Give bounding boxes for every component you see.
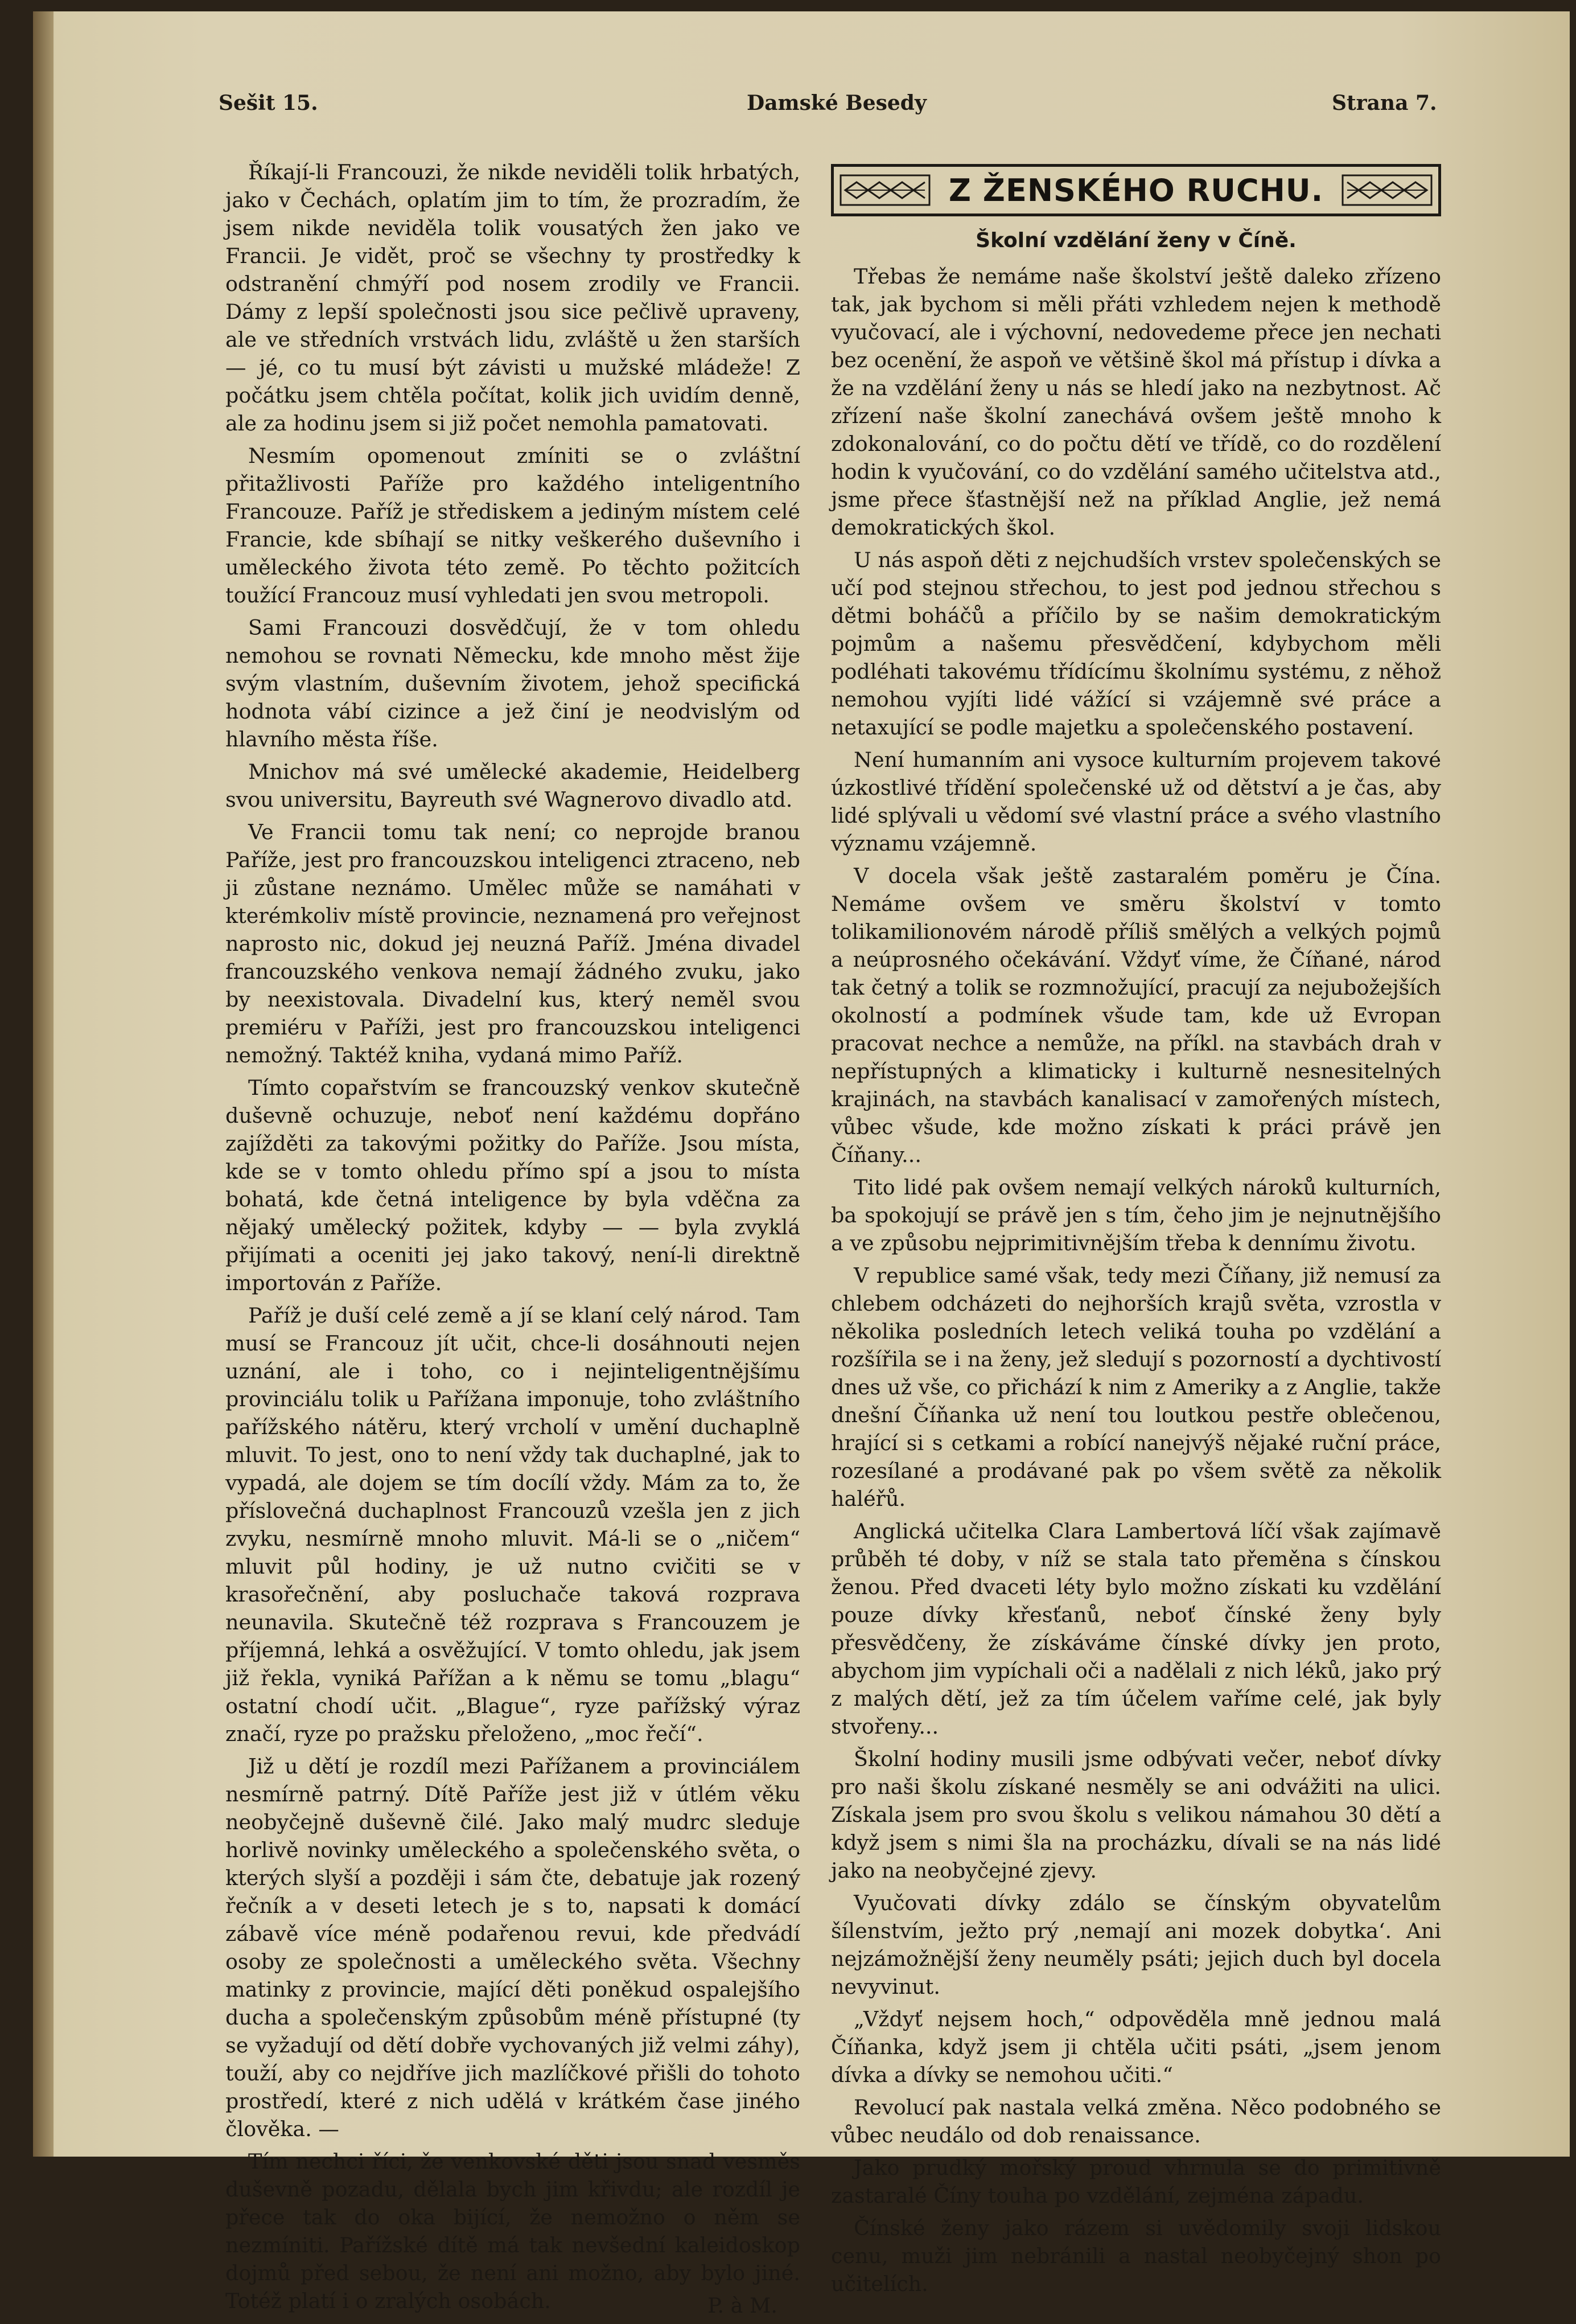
paragraph: Sami Francouzi dosvědčují, že v tom ohledu nemohou se rovnati Německu, kde mnoho měst žije svým vlastním, duševním životem, jehož specifická hodnota vábí cizince a jež činí je neodvislým od hlavního města říše. bbox=[225, 615, 800, 752]
paragraph: Třebas že nemáme naše školství ještě daleko zřízeno tak, jak bychom si měli přáti vzhledem nejen k methodě vyučovací, ale i výchovní, nedovedeme přece jen nechati bez ocenění, že aspoň ve většině škol má přístup i dívka a že na vzdělání ženy u nás se hledí jako na nezbytnost. Ač zřízení naše školní zanechává ovšem ještě mnoho k zdokonalování, co do počtu dětí ve třídě, co do rozdělení hodin k vyučování, co do vzdělání samého učitelstva atd., jsme přece šťastnější než na příklad Anglie, jež nemá demokratických škol. bbox=[831, 264, 1441, 540]
article-title: Školní vzdělání ženy v Číně. bbox=[976, 229, 1297, 252]
paragraph: Školní hodiny musili jsme odbývati večer, neboť dívky pro naši školu získané nesměly se ani odvážiti na ulici. Získala jsem pro svou školu s velikou námahou 30 dětí a když jsem s nimi šla na procházku, dívali se na nás lidé jako na neobyčejné zjevy. bbox=[831, 1747, 1441, 1883]
issue-number: Sešit 15. bbox=[219, 91, 318, 115]
paragraph: V republice samé však, tedy mezi Číňany, již nemusí za chlebem odcházeti do nejhorších krajů světa, vzrostla v několika posledních letech veliká touha po vzdělání a rozšířila se i na ženy, jež sledují s pozorností a dychtivostí dnes už vše, co přichází k nim z Ameriky a z Anglie, takže dnešní Číňanka už není tou loutkou pestře oblečenou, hrající si s cetkami a robící nanejvýš nějaké ruční práce, rozesílané a prodávané pak po všem světě za několik haléřů. bbox=[831, 1263, 1441, 1511]
page-number: Strana 7. bbox=[1332, 91, 1437, 115]
paragraph: Čínské ženy jako rázem si uvědomily svoji lidskou cenu, muži jim nebránili a nastal neobyčejný shon po učitelích. bbox=[831, 2216, 1441, 2296]
paragraph: Říkají-li Francouzi, že nikde neviděli tolik hrbatých, jako v Čechách, oplatím jim to tím, že prozradím, že jsem nikde neviděla tolik vousatých žen jako ve Francii. Je vidět, proč se všechny ty prostředky k odstranění chmýří pod nosem zrodily ve Francii. Dámy z lepší společnosti jsou sice pečlivě upraveny, ale ve středních vrstvách lidu, zvláště u žen starších — jé, co tu musí být závisti u mužské mládeže! Z počátku jsem chtěla počítat, kolik jich uvidím denně, ale za hodinu jsem si již počet nemohla pamatovati. bbox=[225, 160, 800, 436]
paragraph: Revolucí pak nastala velká změna. Něco podobného se vůbec neudálo od dob renaissance. bbox=[831, 2095, 1441, 2148]
paragraph: V docela však ještě zastaralém poměru je Čína. Nemáme ovšem ve směru školství v tomto tolikamilionovém národě příliš smělých a velkých pojmů a neúprosného očekávání. Vždyť víme, že Číňané, národ tak četný a tolik se rozmnožující, pracují za nejubožejších okolností a podmínek všude tam, kde už Evropan pracovat nechce a nemůže, na příkl. na stavbách drah v nepřístupných a klimaticky i kulturně nesnesitelných krajinách, na stavbách kanalisací v zamořených místech, vůbec všude, kde možno získati k práci právě jen Číňany... bbox=[831, 864, 1441, 1167]
paragraph: Anglická učitelka Clara Lambertová líčí však zajímavě průběh té doby, v níž se stala tato přeměna s čínskou ženou. Před dvaceti léty bylo možno získati ku vzdělání pouze dívky křesťanů, neboť čínské ženy byly přesvědčeny, že získáváme čínské dívky jen proto, abychom jim vypíchali oči a nadělali z nich léků, jako prý z malých dětí, jež za tím účelem vaříme celé, jak byly stvořeny... bbox=[831, 1519, 1441, 1739]
paragraph: Paříž je duší celé země a jí se klaní celý národ. Tam musí se Francouz jít učit, chce-li dosáhnouti nejen uznání, ale i toho, co i nejinteligentnějšímu provinciálu tolik u Pařížana imponuje, toho zvláštního pařížského nátěru, který vrcholí v umění duchaplně mluvit. To jest, ono to není vždy tak duchaplné, jak to vypadá, ale dojem se tím docílí vždy. Mám za to, že příslovečná duchaplnost Francouzů vzešla jen z jich zvyku, nesmírně mnoho mluvit. Má-li se o „ničem“ mluvit půl hodiny, je už nutno cvičiti se v krasořečnění, aby posluchače taková rozprava neunavila. Skutečně též rozprava s Francouzem je příjemná, lehká a osvěžující. V tomto ohledu, jak jsem již řekla, vyniká Pařížan a k němu se tomu „blagu“ ostatní chodí učit. „Blague“, ryze pařížský výraz značí, ryze po pražsku přeloženo, „moc řečí“. bbox=[225, 1303, 800, 1746]
paragraph: Tím nechci říci, že venkovské děti jsou snad vesměs duševně pozadu, dělala bych jim křivdu; ale rozdíl je přece tak do oka bijící, že nemožno o něm se nezmíniti. Pařížské dítě má tak nevšední kaleidoskop dojmů před sebou, že není ani možno, aby bylo jiné. Totéž platí i o zralých osobách. bbox=[225, 2149, 800, 2313]
paragraph: Tito lidé pak ovšem nemají velkých nároků kulturních, ba spokojují se právě jen s tím, čeho jim je nejnutnějšího a ve způsobu nejprimitivnějším třeba k dennímu životu. bbox=[831, 1175, 1441, 1255]
paragraph: Jako prudký mořský proud vhrnula se do primitivně zastaralé Číny touha po vzdělání, zejména západu. bbox=[831, 2155, 1441, 2208]
paragraph: Tímto copařstvím se francouzský venkov skutečně duševně ochuzuje, neboť není každému dopřáno zajížděti za takovými požitky do Paříže. Jsou místa, kde se v tomto ohledu přímo spí a jsou to místa bohatá, kde četná inteligence by byla vděčna za nějaký umělecký požitek, kdyby — — byla zvyklá přijímati a oceniti jej jako takový, není-li direktně importován z Paříže. bbox=[225, 1075, 800, 1295]
author-signature: P. à M. bbox=[707, 2293, 777, 2318]
paragraph: Není humanním ani vysoce kulturním projevem takové úzkostlivé třídění společenské už od dětství a je čas, aby lidé splývali u vědomí své vlastní práce a svého vlastního významu vzájemně. bbox=[831, 748, 1441, 856]
paragraph: Vyučovati dívky zdálo se čínským obyvatelům šílenstvím, ježto prý ‚nemají ani mozek dobytka‘. Ani nejzámožnější ženy neuměly psáti; jejich duch byl docela nevyvinut. bbox=[831, 1891, 1441, 1999]
paragraph: Ve Francii tomu tak není; co neprojde branou Paříže, jest pro francouzskou inteligenci ztraceno, neb ji zůstane neznámo. Umělec může se namáhati v kterémkoliv místě provincie, neznamená pro veřejnost naprosto nic, dokud jej neuzná Paříž. Jména divadel francouzského venkova nemají žádného zvuku, jako by neexistovala. Divadelní kus, který neměl svou premiéru v Paříži, jest pro francouzskou inteligenci nemožný. Taktéž kniha, vydaná mimo Paříž. bbox=[225, 820, 800, 1067]
paragraph: Mnichov má své umělecké akademie, Heidelberg svou universitu, Bayreuth své Wagnerovo divadlo atd. bbox=[225, 759, 800, 812]
paragraph: U nás aspoň děti z nejchudších vrstev společenských se učí pod stejnou střechou, to jest pod jednou střechou s dětmi boháčů a příčilo by se našim demokratickým pojmům a našemu přesvědčení, kdybychom měli podléhati takovému třídícímu školnímu systému, z něhož nemohou vyjíti lidé vážící si vzájemně své práce a netaxující se podle majetku a společenského postavení. bbox=[831, 548, 1441, 740]
binding-edge bbox=[33, 11, 54, 2157]
section-title: Z ŽENSKÉHO RUCHU. bbox=[948, 172, 1324, 208]
paragraph: Nesmím opomenout zmíniti se o zvláštní přitažlivosti Paříže pro každého inteligentního Francouze. Paříž je střediskem a jediným místem celé Francie, kde sbíhají se nitky veškerého duševního i uměleckého života této země. Po těchto požitcích toužící Francouz musí vyhledati jen svou metropoli. bbox=[225, 444, 800, 607]
section-banner bbox=[831, 164, 1441, 216]
publication-title: Damské Besedy bbox=[747, 91, 927, 115]
right-ornament-icon bbox=[1342, 173, 1433, 207]
paragraph: Již u dětí je rozdíl mezi Pařížanem a provinciálem nesmírně patrný. Dítě Paříže jest již v útlém věku neobyčejně duševně čilé. Jako malý mudrc sleduje horlivě novinky uměleckého a společenského světa, o kterých slyší a později i sám čte, debatuje jak rozený řečník a v deseti letech je s to, napsati k domácí zábavě více méně podařenou revui, kde předvádí osoby ze společnosti a uměleckého světa. Všechny matinky z provincie, mající děti poněkud ospalejšího ducha a společenským způsobům méně přístupné (ty se vyžadují od dětí dobře vychovaných již velmi záhy), touží, aby co nejdříve jich mazlíčkové přišli do tohoto prostředí, které z nich udělá v krátkém čase jiného člověka. — bbox=[225, 1754, 800, 2141]
left-column bbox=[225, 158, 800, 2324]
left-ornament-icon bbox=[840, 173, 931, 207]
right-column bbox=[831, 164, 1441, 2302]
newspaper-page bbox=[33, 11, 1570, 2318]
page-header bbox=[33, 91, 1570, 125]
paragraph: „Vždyť nejsem hoch,“ odpověděla mně jednou malá Číňanka, když jsem ji chtěla učiti psáti, „jsem jenom dívka a dívky se nemohou učiti.“ bbox=[831, 2007, 1441, 2087]
